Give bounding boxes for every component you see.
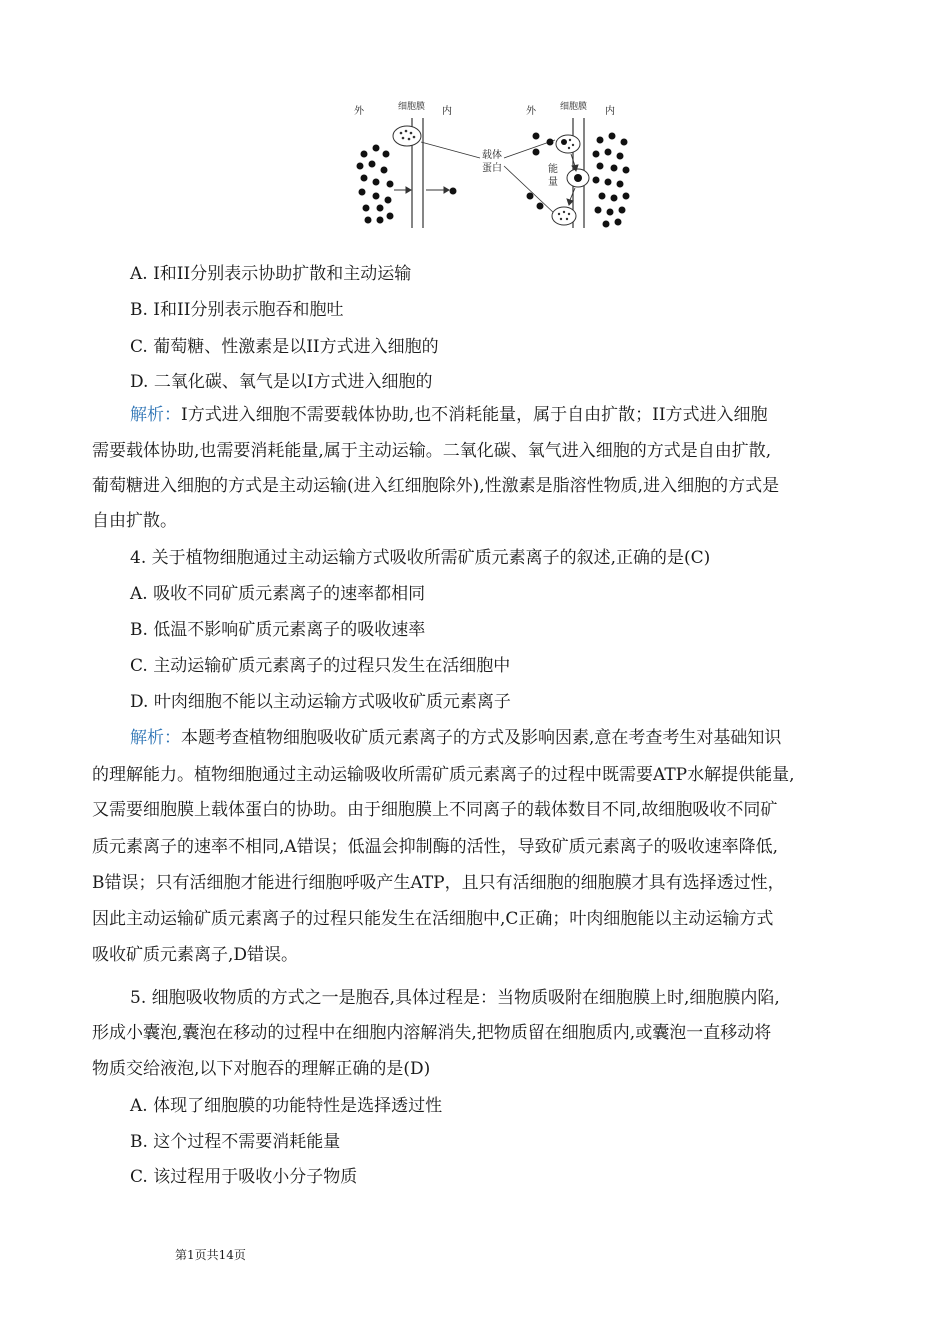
- q4-stem: 4. 关于植物细胞通过主动运输方式吸收所需矿质元素离子的叙述,正确的是(C): [130, 548, 711, 568]
- q4-analysis-line: 因此主动运输矿质元素离子的过程只能发生在活细胞中,C正确；叶肉细胞能以主动运输方式: [92, 909, 774, 929]
- energy-label-line2: 量: [548, 177, 558, 188]
- carrier-label-line1: 载体: [482, 150, 502, 161]
- q3-option-d: D. 二氧化碳、氧气是以I方式进入细胞的: [130, 372, 433, 392]
- q4-option-b: B. 低温不影响矿质元素离子的吸收速率: [130, 620, 426, 640]
- transport-diagram: [350, 96, 640, 232]
- left-inner-label: 内: [442, 106, 452, 117]
- q5-stem-line: 5. 细胞吸收物质的方式之一是胞吞,具体过程是：当物质吸附在细胞膜上时,细胞膜内陷,: [130, 988, 780, 1008]
- page-footer: 第1页共14页: [175, 1248, 246, 1262]
- right-outer-label: 外: [526, 106, 536, 117]
- q4-option-d: D. 叶肉细胞不能以主动运输方式吸收矿质元素离子: [130, 692, 511, 712]
- q4-analysis-line: 解析：本题考查植物细胞吸收矿质元素离子的方式及影响因素,意在考查考生对基础知识: [130, 728, 782, 748]
- q5-option-b: B. 这个过程不需要消耗能量: [130, 1132, 341, 1152]
- q3-option-c: C. 葡萄糖、性激素是以II方式进入细胞的: [130, 337, 439, 357]
- left-outside-molecules: [357, 145, 394, 224]
- q4-analysis-line: 质元素离子的速率不相同,A错误；低温会抑制酶的活性，导致矿质元素离子的吸收速率降低,: [92, 837, 779, 857]
- carrier-label-line2: 蛋白: [482, 163, 502, 174]
- right-membrane-label: 细胞膜: [560, 102, 588, 112]
- analysis-label: 解析：: [130, 728, 181, 748]
- left-outer-label: 外: [354, 106, 364, 117]
- q5-option-c: C. 该过程用于吸收小分子物质: [130, 1167, 358, 1187]
- q3-analysis-line: 解析：I方式进入细胞不需要载体协助,也不消耗能量，属于自由扩散；II方式进入细胞: [130, 405, 768, 425]
- q3-option-a: A. I和II分别表示协助扩散和主动运输: [130, 264, 412, 284]
- q5-stem-line: 形成小囊泡,囊泡在移动的过程中在细胞内溶解消失,把物质留在细胞质内,或囊泡一直移动将: [92, 1023, 772, 1043]
- q4-analysis-line: 又需要细胞膜上载体蛋白的协助。由于细胞膜上不同离子的载体数目不同,故细胞吸收不同矿: [92, 800, 778, 820]
- q5-stem-line: 物质交给液泡,以下对胞吞的理解正确的是(D): [92, 1059, 431, 1079]
- q4-analysis-line: 的理解能力。植物细胞通过主动运输吸收所需矿质元素离子的过程中既需要ATP水解提供能量,: [92, 765, 795, 785]
- q3-analysis-line: 自由扩散。: [92, 511, 177, 531]
- q4-analysis-line: B错误；只有活细胞才能进行细胞呼吸产生ATP，且只有活细胞的细胞膜才具有选择透过性，: [92, 873, 785, 893]
- q4-option-a: A. 吸收不同矿质元素离子的速率都相同: [130, 584, 426, 604]
- q5-option-a: A. 体现了细胞膜的功能特性是选择透过性: [130, 1096, 443, 1116]
- q3-analysis-line: 需要载体协助,也需要消耗能量,属于主动运输。二氧化碳、氧气进入细胞的方式是自由扩散,: [92, 441, 772, 461]
- energy-label-line1: 能: [548, 164, 558, 175]
- left-membrane-label: 细胞膜: [398, 102, 426, 112]
- analysis-label: 解析：: [130, 405, 181, 425]
- q4-option-c: C. 主动运输矿质元素离子的过程只发生在活细胞中: [130, 656, 511, 676]
- right-inner-label: 内: [605, 106, 615, 117]
- q4-analysis-line: 吸收矿质元素离子,D错误。: [92, 945, 299, 965]
- right-inside-molecules: [593, 133, 630, 228]
- q3-analysis-line: 葡萄糖进入细胞的方式是主动运输(进入红细胞除外),性激素是脂溶性物质,进入细胞的方式是: [92, 476, 780, 496]
- q3-option-b: B. I和II分别表示胞吞和胞吐: [130, 300, 344, 320]
